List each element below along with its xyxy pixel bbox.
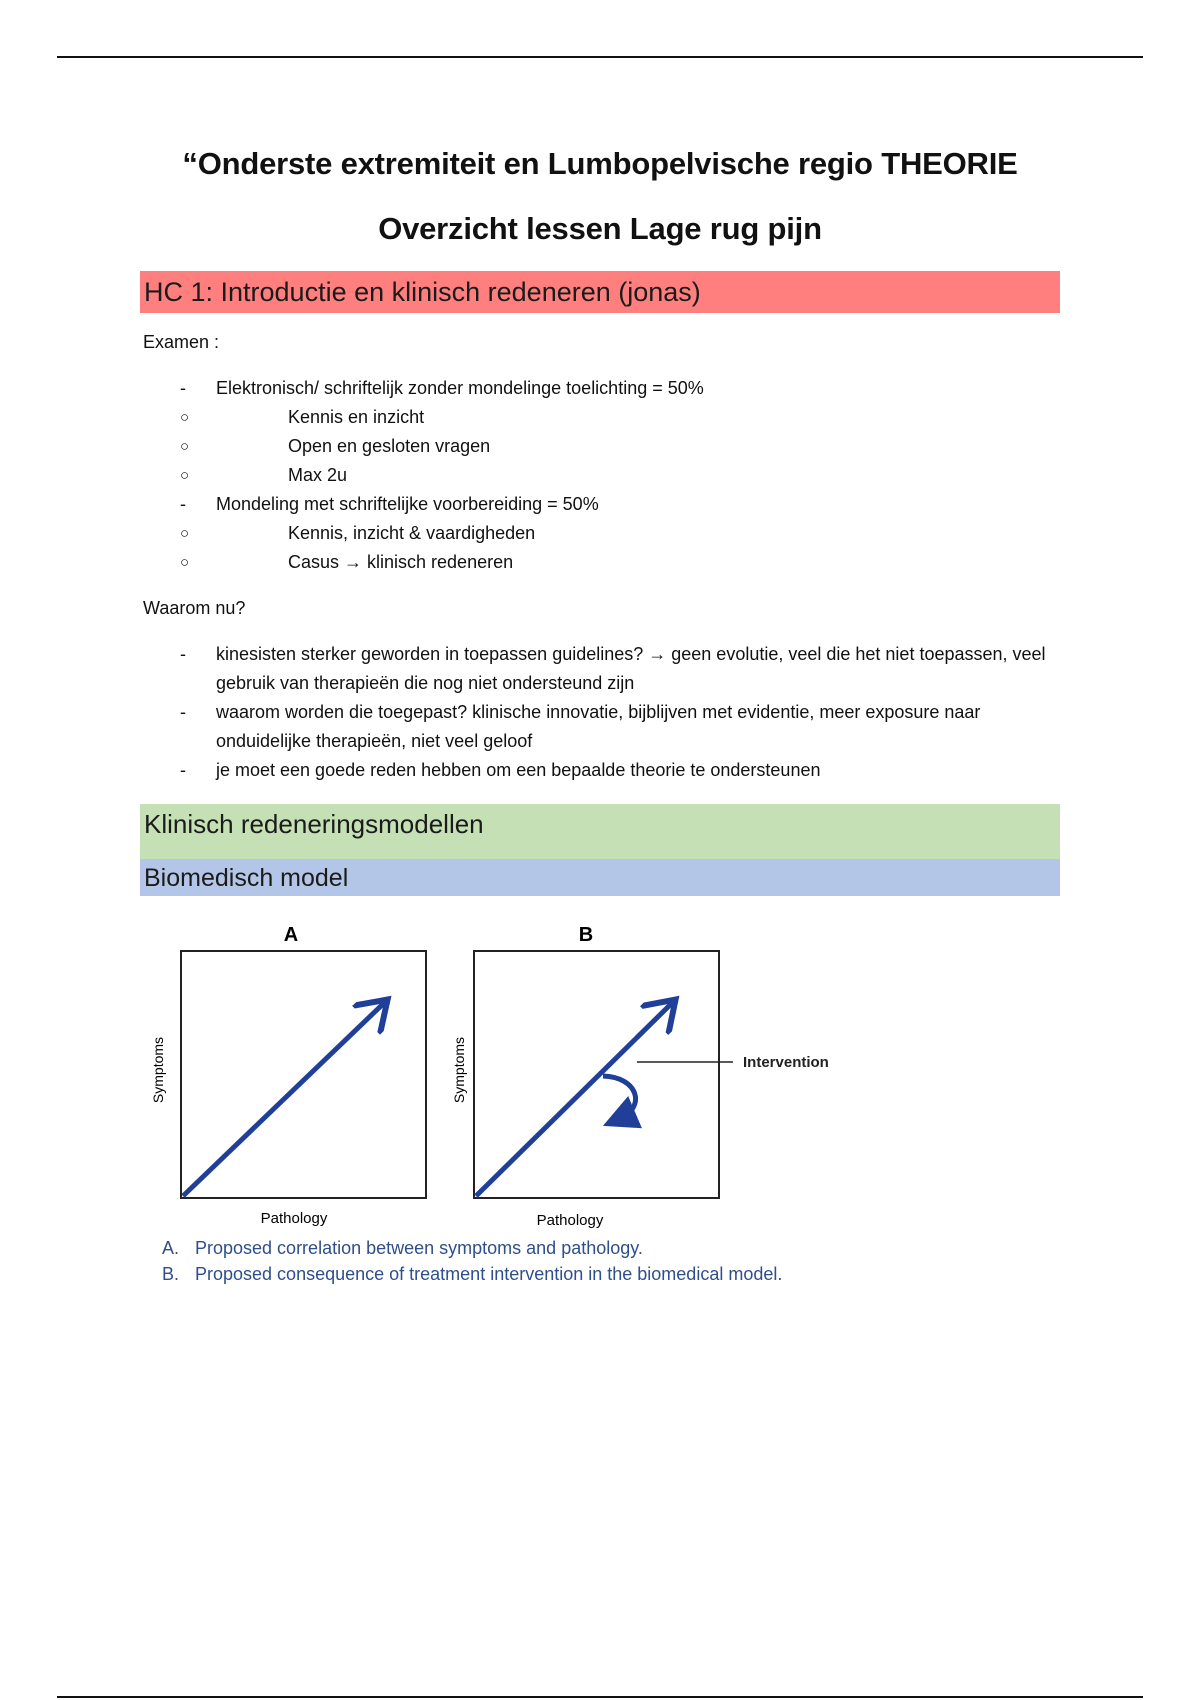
list-item [180, 432, 1076, 461]
section-heading-hc1: HC 1: Introductie en klinisch redeneren (jonas) [140, 271, 1060, 313]
panel-a-y-axis-label: Symptoms [150, 1036, 166, 1104]
dash-bullet: - [180, 644, 186, 664]
dash-bullet: - [180, 378, 186, 398]
bottom-rule [57, 1696, 1143, 1698]
exam-label: Examen : [143, 332, 220, 352]
dash-bullet: - [180, 760, 186, 780]
top-rule [57, 56, 1143, 58]
list-item-text: Kennis en inzicht [288, 407, 425, 427]
panel-a-arrow [183, 1003, 384, 1196]
list-item-text: Open en gesloten vragen [288, 436, 491, 456]
list-item-text: Mondeling met schriftelijke voorbereiding = 50% [216, 494, 599, 514]
list-item [180, 548, 1076, 577]
panel-b-label: B [578, 924, 594, 946]
why-list [180, 640, 1076, 785]
list-item [180, 461, 1076, 490]
panel-a-x-axis-label: Pathology [260, 1210, 328, 1227]
dash-bullet: - [180, 702, 186, 722]
list-item-text: Kennis, inzicht & vaardigheden [288, 523, 536, 543]
list-item [180, 519, 1076, 548]
circle-bullet-icon: ○ [180, 467, 190, 484]
caption-a [162, 1238, 643, 1259]
panel-b-x-axis-label: Pathology [536, 1212, 604, 1229]
intervention-label: Intervention [743, 1054, 829, 1071]
list-item-text: Casus → klinisch redeneren [288, 552, 514, 572]
caption-a-text: Proposed correlation between symptoms and pathology. [195, 1238, 643, 1258]
document-title: “Onderste extremiteit en Lumbopelvische regio THEORIE [182, 146, 1018, 181]
circle-bullet-icon: ○ [180, 554, 190, 571]
list-item-text: je moet een goede reden hebben om een bepaalde theorie te ondersteunen [216, 760, 821, 780]
circle-bullet-icon: ○ [180, 409, 190, 426]
dash-bullet: - [180, 494, 186, 514]
list-item-text: Max 2u [288, 465, 348, 485]
circle-bullet-icon: ○ [180, 438, 190, 455]
list-item [180, 640, 1076, 698]
caption-b [162, 1264, 782, 1285]
list-item-text: waarom worden die toegepast? klinische innovatie, bijblijven met evidentie, meer exposure naar onduidelijke therapieën, niet veel geloof [216, 702, 981, 751]
biomedical-model-figure [140, 915, 860, 1235]
document-subtitle: Overzicht lessen Lage rug pijn [378, 211, 822, 246]
circle-bullet-icon: ○ [180, 525, 190, 542]
panel-a-label: A [283, 924, 299, 946]
list-item [180, 698, 1076, 756]
why-label: Waarom nu? [143, 598, 246, 618]
section-heading-biomedical: Biomedisch model [140, 859, 1060, 896]
list-item [180, 490, 1076, 519]
section-heading-models: Klinisch redeneringsmodellen [140, 804, 1060, 859]
caption-a-letter: A. [162, 1238, 180, 1258]
list-item-text: kinesisten sterker geworden in toepassen guidelines? → geen evolutie, veel die het niet toepassen, veel gebruik van therapieën die nog niet ondersteund zijn [216, 644, 1046, 693]
panel-b-arrow [476, 1003, 672, 1196]
list-item-text: Elektronisch/ schriftelijk zonder mondelinge toelichting = 50% [216, 378, 704, 398]
list-item [180, 374, 1076, 403]
panel-b-y-axis-label: Symptoms [451, 1036, 467, 1104]
caption-b-text: Proposed consequence of treatment intervention in the biomedical model. [195, 1264, 783, 1284]
caption-b-letter: B. [162, 1264, 180, 1284]
list-item [180, 403, 1076, 432]
list-item [180, 756, 1076, 785]
exam-list [180, 374, 1076, 577]
intervention-curve-arrow [603, 1076, 636, 1119]
